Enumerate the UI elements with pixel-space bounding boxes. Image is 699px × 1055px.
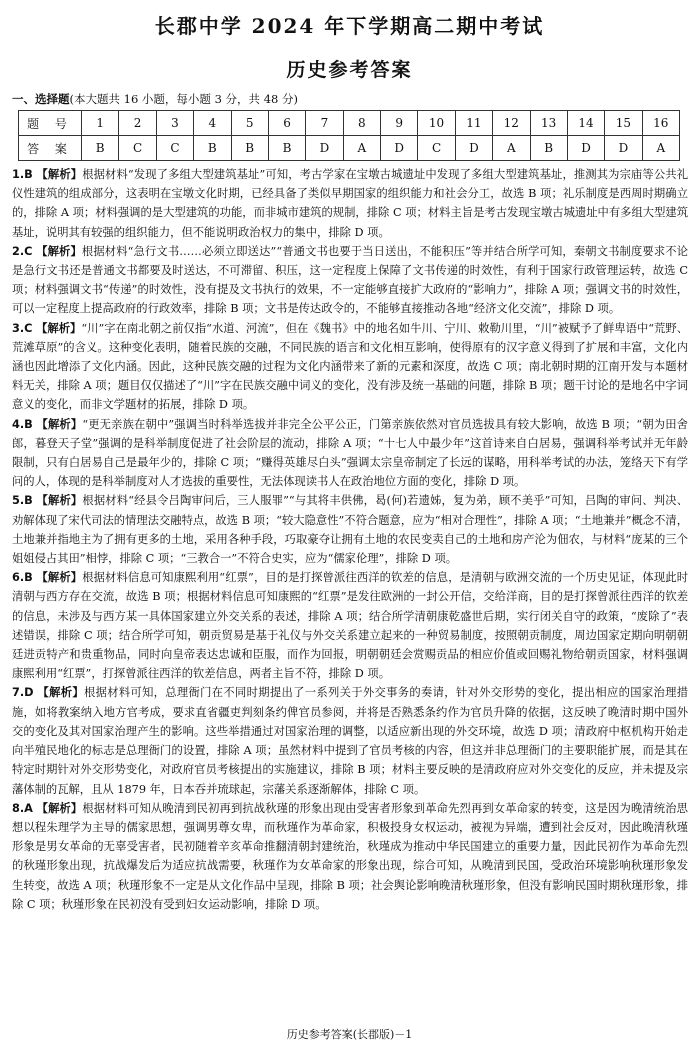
section-title: 一、选择题 xyxy=(12,92,70,106)
analysis-tag: 【解析】 xyxy=(36,168,83,181)
question-number-row xyxy=(19,111,680,136)
exam-title: 长郡中学 2024 年下学期高二期中考试 xyxy=(154,14,545,38)
item-text: “川”字在南北朝之前仅指“水道、河流”，但在《魏书》中的地名如牛川、宁川、敕勒川里，“川”被赋予了鲜卑语中“荒野、荒滩草原”的含义。这种变化表明，随着民族的交融，不同民族的语言和文化相互影响，使得原有的汉字意义得到了扩展和丰富，文化内涵也因此增添了文化内涵。因此，这种民族交融的过程为文化内涵带来了新的元素和深度，故选 C 项；南北朝时期的江南开发与本题材料无关，排除 A 项；题目仅仅描述了“川”字在民族交融中词义的变化，没有涉及统一基础的问题，排除 B 项；题干讨论的是地名中字词意义的变化，而非文学题材的拓展，排除 D 项。 xyxy=(12,321,688,412)
item-number: 6.B xyxy=(12,571,33,585)
answer-cell: D xyxy=(381,136,418,161)
question-number-cell: 16 xyxy=(642,111,679,136)
question-number-cell: 4 xyxy=(194,111,231,136)
question-number-cell: 2 xyxy=(119,111,156,136)
explanation-item xyxy=(12,799,688,914)
item-text: “更无亲族在朝中”强调当时科举选拔并非完全公平公正，门第亲族依然对官员选拔具有较大影响，故选 B 项；“朝为田舍郎，暮登天子堂”强调的是科举制度促进了社会阶层的流动，排除 A 项；“十七人中最少年”这首诗来自白居易，强调科举考试并无年龄限制，只有白居易自己是最年少的，排除 C 项；“赚得英雄尽白头”强调太宗皇帝制定了长远的谋略，用科举考试的办法，笼络天下有学问的人，体现的是科举制度对人才选拔的重要性，无法体现读书人在政治地位方面的变化，排除 D 项。 xyxy=(12,417,688,489)
analysis-tag: 【解析】 xyxy=(36,801,83,815)
question-number-cell: 3 xyxy=(156,111,193,136)
row-label-answer: 答 案 xyxy=(19,136,82,161)
answer-cell: B xyxy=(530,136,567,161)
item-text: 根据材料“经县令吕陶审问后，三人服罪”“与其将丰供佛，曷(何)若遗姊，复为弟，顾不美乎”可知，吕陶的审问、判决、劝解体现了宋代司法的情理法交融特点，故选 B 项；“较大隐意性”不符合题意，应为“相对合理性”，排除 A 项；“土地兼并”概念不清，土地兼并指地主为了拥有更多的土地，采用各种手段，巧取豪夺让拥有土地的农民变卖自己的土地和房产沦为佃农，与材料“庞某的三个姐姐侵占其田”相悖，排除 C 项；“三教合一”不符合史实，应为“儒家伦理”，排除 D 项。 xyxy=(12,494,688,566)
item-number: 7.D xyxy=(12,686,34,700)
item-number: 8.A xyxy=(12,801,33,815)
question-number-cell: 14 xyxy=(567,111,604,136)
item-text: 根据材料“急行文书……必须立即送达”“普通文书也要于当日送出，不能积压”等并结合所学可知，秦朝文书制度要求不论是急行文书还是普通文书都要及时送达，不可滞留、积压，这一定程度上保障了文书传递的时效性，有利于国家行政管理运转，故选 C 项；材料强调文书“传递”的时效性，没有提及文书执行的效果，不一定能够直接扩大政府的“影响力”，排除 A 项；强调文书的时效性，可以一定程度上提高政府的行政效率，排除 B 项；文书是传达政令的，不能够直接推动各地“经济文化交流”，排除 D 项。 xyxy=(12,244,688,316)
analysis-tag: 【解析】 xyxy=(36,494,83,508)
analysis-tag: 【解析】 xyxy=(36,417,83,431)
answer-cell: D xyxy=(306,136,343,161)
answer-table xyxy=(18,110,680,161)
page-footer: 历史参考答案(长郡版)－1 xyxy=(286,1028,413,1041)
question-number-cell: 9 xyxy=(381,111,418,136)
item-number: 3.C xyxy=(12,321,33,335)
explanation-item xyxy=(12,319,688,415)
answer-cell: A xyxy=(493,136,530,161)
analysis-tag: 【解析】 xyxy=(36,321,82,335)
item-number: 1.B xyxy=(12,168,33,181)
question-number-cell: 5 xyxy=(231,111,268,136)
question-number-cell: 11 xyxy=(455,111,492,136)
item-number: 4.B xyxy=(12,417,33,431)
question-number-cell: 12 xyxy=(493,111,530,136)
explanation-item xyxy=(12,242,688,319)
answer-cell: C xyxy=(418,136,455,161)
question-number-cell: 7 xyxy=(306,111,343,136)
explanation-item xyxy=(12,491,688,568)
explanation-item xyxy=(12,415,688,492)
item-text: 根据材料可知从晚清到民初再到抗战秋瑾的形象出现由受害者形象到革命先烈再到女革命家的转变，这是因为晚清统治思想以程朱理学为主导的儒家思想，强调男尊女卑，而秋瑾作为革命家，积极投身女权运动，被视为异端，遭到社会反对，因此晚清秋瑾形象是男女革命的无辜受害者，民初随着辛亥革命推翻清朝封建统治，秋瑾成为推动中华民国建立的重要力量，因此民初作为革命先烈的秋瑾形象出现，抗战爆发后为适应抗战需要，秋瑾作为女革命家的形象出现，综合可知，从晚清到民国，受政治环境影响秋瑾形象发生转变，故选 A 项；秋瑾形象不一定是从文化作品中呈现，排除 B 项；社会舆论影响晚清秋瑾形象，但没有影响民国时期秋瑾形象，排除 C 项；秋瑾形象在民初没有受到妇女运动影响，排除 D 项。 xyxy=(12,801,688,911)
section-heading xyxy=(12,91,298,107)
question-number-cell: 8 xyxy=(343,111,380,136)
answer-cell: A xyxy=(343,136,380,161)
question-number-cell: 13 xyxy=(530,111,567,136)
explanation-list xyxy=(12,165,688,914)
answer-cell: B xyxy=(194,136,231,161)
explanation-item xyxy=(12,683,688,798)
row-label-number: 题 号 xyxy=(19,111,82,136)
item-text: 根据材料“发现了多组大型建筑基址”可知，考古学家在宝墩古城遗址中发现了多组大型建筑基址，推测其为宗庙等公共礼仪性建筑的组成部分，这表明在宝墩文化时期，已经具备了类似早期国家的组织能力和社会分工，故选 B 项；礼乐制度是西周时期确立的，排除 A 项；材料强调的是大型建筑的功能，而非城市建筑的规制，排除 C 项；材料主旨是考古发现宝墩古城遗址中有多组大型建筑基址，说明其有较强的组织能力，但不能说明政治权力的集中，排除 D 项。 xyxy=(12,168,688,239)
section-note: (本大题共 16 小题，每小题 3 分，共 48 分) xyxy=(69,92,298,106)
answer-row xyxy=(19,136,680,161)
answer-cell: B xyxy=(268,136,305,161)
item-text: 根据材料可知，总理衙门在不同时期提出了一系列关于外交事务的奏请，针对外交形势的变化，提出相应的国家治理措施，如将教案纳入地方官考成，要求直省疆吏判刻条约俾官员参阅，并将是否熟悉条约作为官员升降的依据，这反映了晚清时期中国外交的变化及其对国家治理产生的影响。这些举措通过对国家治理的调整，以适应新出现的外交环境，故选 D 项；清政府中枢机构开始走向半殖民地化的标志是总理衙门的设置，排除 A 项；虽然材料中提到了官员考核的内容，但这并非总理衙门的主要职能扩展，而是其在特定时期针对外交形势变化，对政府官员考核提出的实施建议，排除 B 项；材料主要反映的是清政府应对外交变化的反应，并未提及宗藩体制的瓦解，且从 1879 年，日本吞并琉球起，宗藩关系逐渐解体，排除 C 项。 xyxy=(12,686,688,796)
answer-cell: D xyxy=(605,136,642,161)
analysis-tag: 【解析】 xyxy=(36,571,83,585)
question-number-cell: 15 xyxy=(605,111,642,136)
question-number-cell: 1 xyxy=(82,111,119,136)
answer-cell: B xyxy=(231,136,268,161)
answer-cell: D xyxy=(455,136,492,161)
question-number-cell: 10 xyxy=(418,111,455,136)
question-number-cell: 6 xyxy=(268,111,305,136)
explanation-item xyxy=(12,165,688,242)
answer-cell: B xyxy=(82,136,119,161)
answer-cell: C xyxy=(119,136,156,161)
item-number: 2.C xyxy=(12,244,33,258)
answer-cell: C xyxy=(156,136,193,161)
item-text: 根据材料信息可知康熙利用“红票”，目的是打探曾派往西洋的钦差的信息，是清朝与欧洲交流的一个历史见证，体现此时清朝与西方存在交流，故选 B 项；根据材料信息可知康熙的“红票”是发往欧洲的一封公开信，交给洋商，目的是打探曾派往西洋的钦差的信息，未涉及与西方某一具体国家建立外交关系的表述，排除 A 项；结合所学清朝康乾盛世后期，实行闭关自守的政策，“废除了”表述错误，排除 C 项；结合所学可知，朝贡贸易是基于礼仪与外交关系建立起来的一种贸易制度，按照朝贡制度，周边国家定期向明朝朝廷进贡特产和贵重物品，同时向皇帝表达忠诚和臣服，而作为回报，明朝朝廷会赏赐贡品的相应价值或回赐礼物给朝贡国家，材料强调康熙利用“红票”，打探曾派往西洋的钦差信息，两者主旨不符，排除 D 项。 xyxy=(12,571,688,681)
answer-cell: A xyxy=(642,136,679,161)
analysis-tag: 【解析】 xyxy=(37,686,84,700)
explanation-item xyxy=(12,568,688,683)
analysis-tag: 【解析】 xyxy=(36,244,82,258)
item-number: 5.B xyxy=(12,494,33,508)
page-subtitle: 历史参考答案 xyxy=(286,59,413,81)
answer-cell: D xyxy=(567,136,604,161)
